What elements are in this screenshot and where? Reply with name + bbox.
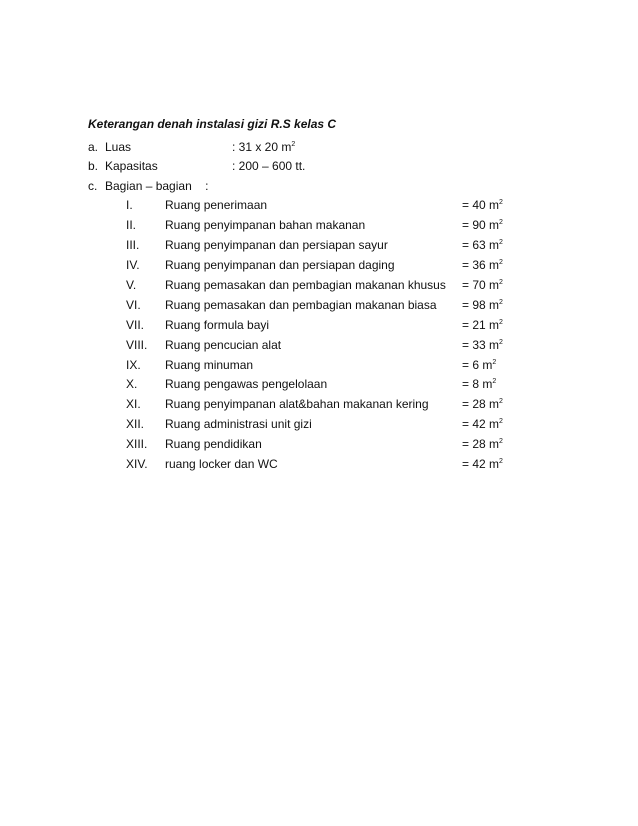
room-name: Ruang minuman (165, 358, 254, 372)
document-title: Keterangan denah instalasi gizi R.S kelas C (88, 117, 337, 131)
room-name: Ruang administrasi unit gizi (165, 417, 312, 431)
room-area-text: = 28 m (462, 437, 500, 451)
room-area-text: = 63 m (462, 238, 500, 252)
room-number: IV. (126, 258, 140, 272)
room-area (462, 258, 503, 272)
room-area (462, 298, 503, 312)
room-number: V. (126, 278, 137, 292)
room-area-text: = 90 m (462, 218, 500, 232)
room-area-text: = 6 m (462, 358, 493, 372)
room-area-text: = 21 m (462, 318, 500, 332)
kapasitas-letter: b. (88, 159, 99, 173)
room-number: I. (126, 198, 133, 212)
room-area-sup: 2 (492, 378, 497, 385)
room-name: Ruang pencucian alat (165, 338, 282, 352)
room-area (462, 318, 503, 332)
room-area-sup: 2 (499, 319, 503, 326)
room-area (462, 198, 503, 212)
room-name: Ruang formula bayi (165, 318, 270, 332)
room-name: ruang locker dan WC (165, 457, 278, 471)
room-area-text: = 33 m (462, 338, 500, 352)
room-number: X. (126, 377, 138, 391)
room-area (462, 238, 503, 252)
room-area-sup: 2 (499, 199, 503, 206)
room-area-text: = 70 m (462, 278, 500, 292)
room-area-text: = 8 m (462, 377, 493, 391)
luas-value-text: : 31 x 20 m (232, 140, 292, 154)
room-number: XIII. (126, 437, 148, 451)
room-name: Ruang penyimpanan dan persiapan daging (165, 258, 395, 272)
room-number: VI. (126, 298, 141, 312)
room-area-sup: 2 (499, 299, 503, 306)
room-area (462, 358, 496, 372)
bagian-label: Bagian – bagian : (105, 179, 209, 193)
room-area (462, 417, 503, 431)
room-area-sup: 2 (499, 279, 503, 286)
room-number: XIV. (126, 457, 148, 471)
room-area-text: = 98 m (462, 298, 500, 312)
room-name: Ruang penyimpanan bahan makanan (165, 218, 366, 232)
room-number: IX. (126, 358, 141, 372)
room-number: VII. (126, 318, 145, 332)
room-area-text: = 28 m (462, 397, 500, 411)
room-area-sup: 2 (499, 219, 503, 226)
room-number: II. (126, 218, 137, 232)
room-area-text: = 36 m (462, 258, 500, 272)
room-number: III. (126, 238, 140, 252)
luas-letter: a. (88, 140, 99, 154)
room-area (462, 218, 503, 232)
room-name: Ruang penyimpanan dan persiapan sayur (165, 238, 388, 252)
luas-value-sup: 2 (291, 141, 296, 148)
room-area (462, 278, 503, 292)
room-name: Ruang penyimpanan alat&bahan makanan kering (165, 397, 429, 411)
room-area-sup: 2 (499, 398, 503, 405)
room-name: Ruang pemasakan dan pembagian makanan biasa (165, 298, 437, 312)
kapasitas-label: Kapasitas (105, 159, 158, 173)
room-area-text: = 40 m (462, 198, 500, 212)
room-area (462, 457, 503, 471)
room-area (462, 437, 503, 451)
room-area-sup: 2 (499, 239, 503, 246)
room-area (462, 338, 503, 352)
room-area-sup: 2 (499, 418, 503, 425)
room-area (462, 397, 503, 411)
room-area (462, 377, 496, 391)
room-name: Ruang pendidikan (165, 437, 262, 451)
room-name: Ruang pemasakan dan pembagian makanan khusus (165, 278, 446, 292)
room-area-sup: 2 (499, 259, 503, 266)
luas-label: Luas (105, 140, 132, 154)
bagian-letter: c. (88, 179, 98, 193)
room-area-sup: 2 (492, 359, 497, 366)
room-area-sup: 2 (499, 339, 503, 346)
room-name: Ruang penerimaan (165, 198, 268, 212)
room-number: VIII. (126, 338, 148, 352)
room-number: XI. (126, 397, 141, 411)
room-area-sup: 2 (499, 438, 503, 445)
luas-value (232, 140, 295, 154)
room-area-text: = 42 m (462, 417, 500, 431)
room-name: Ruang pengawas pengelolaan (165, 377, 328, 391)
room-area-sup: 2 (499, 458, 503, 465)
room-area-text: = 42 m (462, 457, 500, 471)
room-number: XII. (126, 417, 145, 431)
kapasitas-value: : 200 – 600 tt. (232, 159, 306, 173)
